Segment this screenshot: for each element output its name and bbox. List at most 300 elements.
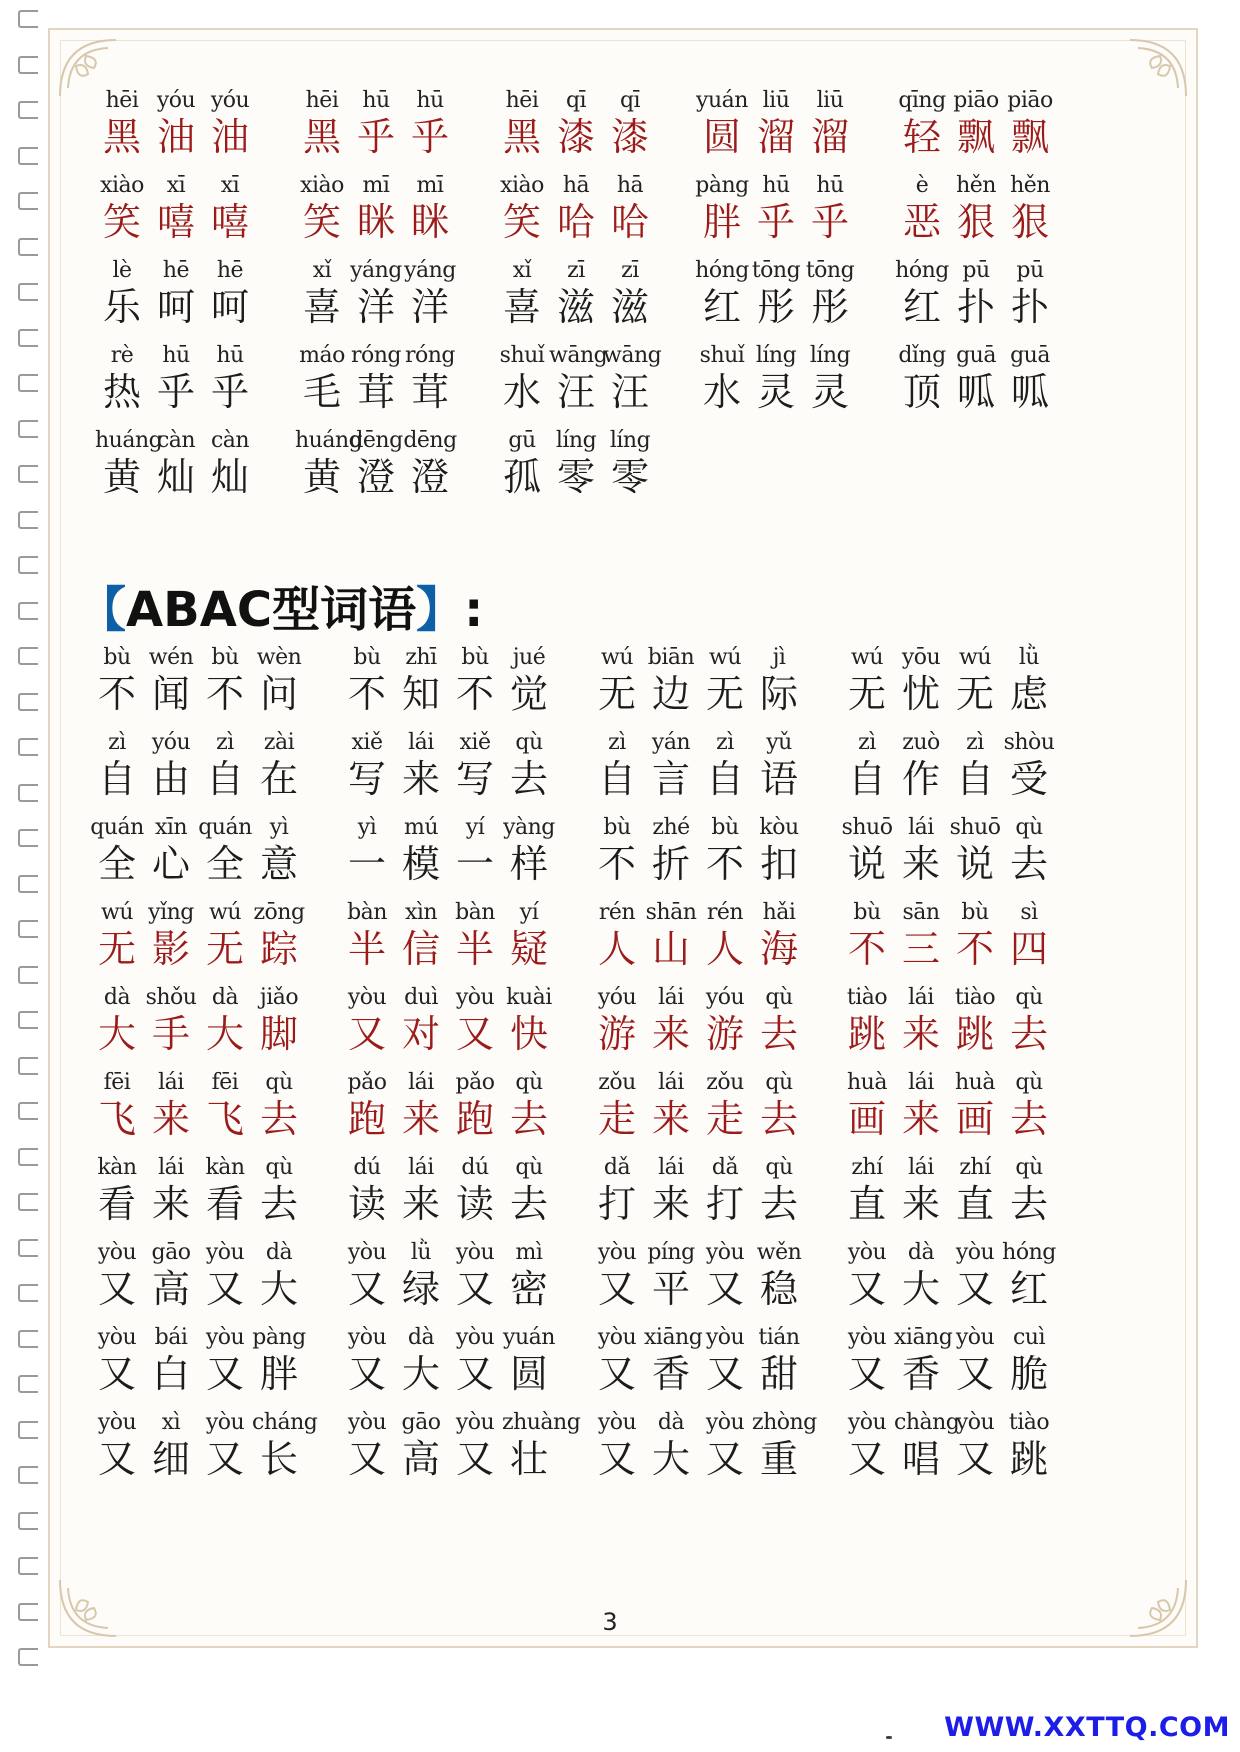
hanzi-character: 又: [705, 1267, 744, 1311]
character-cell: [752, 1070, 806, 1142]
character-cell: [1002, 645, 1056, 717]
pinyin-label: dà: [907, 1240, 935, 1265]
character-cell: [752, 1240, 806, 1312]
hanzi-character: 直: [955, 1182, 994, 1226]
character-cell: [448, 730, 502, 802]
character-cell: [198, 900, 252, 972]
hanzi-character: 游: [597, 1012, 636, 1056]
character-cell: [894, 1155, 948, 1227]
hanzi-character: 去: [509, 1097, 548, 1141]
character-cell: [894, 1070, 948, 1142]
pinyin-label: zhòng: [752, 1410, 817, 1435]
hanzi-character: 打: [705, 1182, 744, 1226]
pinyin-label: yòu: [205, 1325, 245, 1350]
hanzi-character: 灿: [210, 455, 249, 499]
word-entry: [90, 985, 340, 1057]
character-cell: [502, 645, 556, 717]
pinyin-label: yóu: [597, 985, 637, 1010]
character-cell: [1003, 258, 1057, 330]
word-entry: [590, 900, 840, 972]
word-entry: [340, 900, 590, 972]
word-entry: [895, 343, 1095, 415]
hanzi-character: 语: [759, 757, 798, 801]
hanzi-character: 乎: [356, 115, 395, 159]
pinyin-label: yàng: [503, 815, 555, 840]
hanzi-character: 不: [955, 927, 994, 971]
pinyin-label: cháng: [252, 1410, 318, 1435]
pinyin-label: tōng: [805, 258, 855, 283]
pinyin-label: yóu: [210, 88, 250, 113]
pinyin-label: kàn: [205, 1155, 245, 1180]
hanzi-character: 壮: [509, 1437, 548, 1481]
corner-ornament-icon: [1120, 1570, 1190, 1640]
pinyin-label: wāng: [603, 343, 662, 368]
hanzi-character: 自: [205, 757, 244, 801]
hanzi-character: 不: [205, 672, 244, 716]
hanzi-character: 黑: [502, 115, 541, 159]
character-cell: [448, 900, 502, 972]
word-entry: [590, 1410, 840, 1482]
word-entry: [340, 1325, 590, 1397]
character-cell: [144, 1240, 198, 1312]
character-cell: [448, 1070, 502, 1142]
pinyin-label: wú: [101, 900, 133, 925]
character-cell: [198, 1240, 252, 1312]
word-entry: [95, 173, 295, 245]
hanzi-character: 又: [705, 1437, 744, 1481]
character-cell: [403, 428, 457, 500]
pinyin-label: kòu: [759, 815, 799, 840]
hanzi-character: 孤: [502, 455, 541, 499]
character-cell: [149, 88, 203, 160]
character-cell: [894, 985, 948, 1057]
character-cell: [644, 730, 698, 802]
pinyin-label: tōng: [751, 258, 801, 283]
hanzi-character: 不: [97, 672, 136, 716]
hanzi-character: 圆: [702, 115, 741, 159]
hanzi-character: 顶: [902, 370, 941, 414]
character-cell: [448, 1410, 502, 1482]
pinyin-label: hěn: [1010, 173, 1050, 198]
pinyin-label: cuì: [1012, 1325, 1046, 1350]
title-close-bracket: 】: [416, 582, 465, 638]
character-cell: [590, 730, 644, 802]
word-entry: [590, 645, 840, 717]
character-cell: [695, 343, 749, 415]
hanzi-character: 澄: [356, 455, 395, 499]
hanzi-character: 大: [651, 1437, 690, 1481]
pinyin-label: piāo: [953, 88, 999, 113]
pinyin-label: yán: [651, 730, 691, 755]
pinyin-label: yòu: [955, 1240, 995, 1265]
pinyin-label: qīng: [898, 88, 946, 113]
hanzi-character: 去: [1009, 842, 1048, 886]
pinyin-label: róng: [404, 343, 455, 368]
hanzi-character: 又: [205, 1437, 244, 1481]
character-cell: [698, 1240, 752, 1312]
hanzi-character: 去: [259, 1182, 298, 1226]
hanzi-character: 大: [259, 1267, 298, 1311]
pinyin-label: xiào: [100, 173, 144, 198]
character-cell: [644, 815, 698, 887]
character-cell: [549, 258, 603, 330]
character-cell: [502, 1240, 556, 1312]
pinyin-label: lái: [908, 1070, 934, 1095]
hanzi-character: 高: [151, 1267, 190, 1311]
pinyin-label: dǐng: [898, 343, 946, 368]
pinyin-label: rén: [706, 900, 744, 925]
binder-ring: [18, 329, 38, 347]
character-cell: [840, 1155, 894, 1227]
hanzi-character: 言: [651, 757, 690, 801]
character-cell: [502, 1410, 581, 1482]
hanzi-character: 溜: [810, 115, 849, 159]
hanzi-character: 高: [401, 1437, 440, 1481]
word-entry: [90, 1240, 340, 1312]
pinyin-label: tián: [758, 1325, 800, 1350]
pinyin-label: kuài: [506, 985, 552, 1010]
word-entry: [340, 1155, 590, 1227]
pinyin-label: lái: [408, 730, 434, 755]
hanzi-character: 黄: [102, 455, 141, 499]
hanzi-character: 觉: [509, 672, 548, 716]
pinyin-label: yòu: [455, 1410, 495, 1435]
character-cell: [1002, 815, 1056, 887]
character-cell: [894, 730, 948, 802]
word-entry: [840, 1410, 1090, 1482]
pinyin-label: qù: [515, 1070, 543, 1095]
binder-rings: [14, 10, 44, 1700]
binder-ring: [18, 147, 38, 165]
pinyin-label: wén: [148, 645, 194, 670]
character-cell: [502, 900, 556, 972]
hanzi-character: 三: [901, 927, 940, 971]
pinyin-label: tiào: [1008, 1410, 1050, 1435]
character-cell: [394, 1325, 448, 1397]
character-cell: [198, 645, 252, 717]
character-cell: [644, 1240, 698, 1312]
word-entry: [590, 1155, 840, 1227]
pinyin-label: líng: [809, 343, 851, 368]
pinyin-label: lè: [112, 258, 132, 283]
character-cell: [1003, 173, 1057, 245]
character-cell: [749, 343, 803, 415]
pinyin-label: yòu: [455, 1325, 495, 1350]
word-entry: [90, 815, 340, 887]
pinyin-label: mú: [403, 815, 439, 840]
abac-word-grid: [90, 645, 1190, 1495]
hanzi-character: 无: [597, 672, 636, 716]
character-cell: [495, 173, 549, 245]
word-entry: [590, 815, 840, 887]
hanzi-character: 绿: [401, 1267, 440, 1311]
hanzi-character: 来: [901, 1097, 940, 1141]
character-cell: [803, 173, 857, 245]
hanzi-character: 自: [597, 757, 636, 801]
pinyin-label: hā: [616, 173, 644, 198]
hanzi-character: 跳: [847, 1012, 886, 1056]
character-cell: [803, 88, 857, 160]
pinyin-label: yí: [465, 815, 485, 840]
character-cell: [340, 985, 394, 1057]
character-cell: [1002, 1070, 1056, 1142]
hanzi-character: 山: [651, 927, 690, 971]
character-cell: [840, 1410, 894, 1482]
word-entry: [590, 1070, 840, 1142]
word-entry: [695, 258, 895, 330]
word-entry: [295, 173, 495, 245]
pinyin-label: liū: [762, 88, 790, 113]
pinyin-label: xīn: [154, 815, 188, 840]
character-cell: [840, 815, 894, 887]
hanzi-character: 跳: [955, 1012, 994, 1056]
character-cell: [894, 1325, 953, 1397]
character-cell: [749, 173, 803, 245]
pinyin-label: zì: [608, 730, 626, 755]
hanzi-character: 际: [759, 672, 798, 716]
character-cell: [198, 1325, 252, 1397]
word-row: [90, 1070, 1190, 1155]
pinyin-label: xiāng: [644, 1325, 703, 1350]
character-cell: [840, 645, 894, 717]
character-cell: [549, 343, 608, 415]
character-cell: [198, 730, 252, 802]
pinyin-label: hū: [416, 88, 444, 113]
character-cell: [948, 730, 1002, 802]
character-cell: [749, 88, 803, 160]
pinyin-label: yòu: [347, 1410, 387, 1435]
pinyin-label: qù: [265, 1070, 293, 1095]
character-cell: [502, 730, 556, 802]
hanzi-character: 来: [651, 1012, 690, 1056]
character-cell: [394, 730, 448, 802]
pinyin-label: hē: [216, 258, 244, 283]
pinyin-label: zì: [966, 730, 984, 755]
word-entry: [840, 900, 1090, 972]
pinyin-label: lái: [408, 1155, 434, 1180]
hanzi-character: 模: [401, 842, 440, 886]
character-cell: [644, 900, 698, 972]
hanzi-character: 去: [1009, 1182, 1048, 1226]
site-watermark-url: WWW.XXTTQ.COM: [944, 1712, 1230, 1743]
character-cell: [603, 173, 657, 245]
character-cell: [149, 173, 203, 245]
pinyin-label: yòu: [97, 1240, 137, 1265]
character-cell: [295, 428, 363, 500]
pinyin-label: líng: [755, 343, 797, 368]
pinyin-label: yì: [269, 815, 289, 840]
word-row: [90, 1240, 1190, 1325]
pinyin-label: zhé: [652, 815, 690, 840]
binder-ring: [18, 738, 38, 756]
character-cell: [95, 88, 149, 160]
pinyin-label: xī: [220, 173, 240, 198]
pinyin-label: lái: [408, 1070, 434, 1095]
pinyin-label: zì: [108, 730, 126, 755]
character-cell: [90, 1070, 144, 1142]
hanzi-character: 来: [151, 1097, 190, 1141]
hanzi-character: 轻: [902, 115, 941, 159]
hanzi-character: 笑: [502, 200, 541, 244]
pinyin-label: yòu: [847, 1325, 887, 1350]
hanzi-character: 扑: [1010, 285, 1049, 329]
pinyin-label: yòu: [597, 1325, 637, 1350]
hanzi-character: 滋: [610, 285, 649, 329]
hanzi-character: 汪: [610, 370, 649, 414]
hanzi-character: 又: [97, 1437, 136, 1481]
hanzi-character: 画: [955, 1097, 994, 1141]
hanzi-character: 漆: [610, 115, 649, 159]
hanzi-character: 知: [401, 672, 440, 716]
character-cell: [895, 343, 949, 415]
character-cell: [698, 815, 752, 887]
word-entry: [590, 1240, 840, 1312]
character-cell: [644, 645, 698, 717]
word-row: [90, 900, 1190, 985]
character-cell: [90, 1410, 144, 1482]
character-cell: [403, 258, 457, 330]
hanzi-character: 稳: [759, 1267, 798, 1311]
hanzi-character: 水: [702, 370, 741, 414]
hanzi-character: 乎: [410, 115, 449, 159]
pinyin-label: liū: [816, 88, 844, 113]
pinyin-label: shòu: [1003, 730, 1055, 755]
hanzi-character: 灵: [756, 370, 795, 414]
word-row: [90, 1155, 1190, 1240]
pinyin-label: zì: [858, 730, 876, 755]
hanzi-character: 香: [901, 1352, 940, 1396]
character-cell: [340, 1325, 394, 1397]
character-cell: [203, 343, 257, 415]
word-entry: [895, 258, 1095, 330]
character-cell: [394, 815, 448, 887]
hanzi-character: 呱: [956, 370, 995, 414]
word-entry: [840, 645, 1090, 717]
hanzi-character: 作: [901, 757, 940, 801]
binder-ring: [18, 465, 38, 483]
character-cell: [1002, 900, 1056, 972]
pinyin-label: fēi: [103, 1070, 131, 1095]
word-entry: [295, 428, 495, 500]
hanzi-character: 走: [705, 1097, 744, 1141]
pinyin-label: yòu: [455, 1240, 495, 1265]
hanzi-character: 唱: [901, 1437, 940, 1481]
hanzi-character: 又: [847, 1437, 886, 1481]
word-entry: [90, 645, 340, 717]
hanzi-character: 甜: [759, 1352, 798, 1396]
character-cell: [349, 173, 403, 245]
word-entry: [295, 88, 495, 160]
character-cell: [752, 1325, 806, 1397]
hanzi-character: 洋: [410, 285, 449, 329]
word-entry: [340, 985, 590, 1057]
character-cell: [252, 1325, 306, 1397]
hanzi-character: 对: [401, 1012, 440, 1056]
character-cell: [698, 1070, 752, 1142]
hanzi-character: 白: [151, 1352, 190, 1396]
pinyin-label: qù: [1015, 985, 1043, 1010]
binder-ring: [18, 829, 38, 847]
pinyin-label: yòu: [97, 1410, 137, 1435]
hanzi-character: 红: [702, 285, 741, 329]
pinyin-label: dà: [103, 985, 131, 1010]
pinyin-label: xiào: [300, 173, 344, 198]
hanzi-character: 呵: [156, 285, 195, 329]
hanzi-character: 人: [597, 927, 636, 971]
pinyin-label: dà: [265, 1240, 293, 1265]
binder-ring: [18, 1330, 38, 1348]
word-entry: [295, 258, 495, 330]
hanzi-character: 又: [97, 1267, 136, 1311]
word-entry: [340, 645, 590, 717]
pinyin-label: wèn: [256, 645, 302, 670]
word-entry: [840, 730, 1090, 802]
pinyin-label: hēi: [305, 88, 339, 113]
binder-ring: [18, 966, 38, 984]
character-cell: [394, 900, 448, 972]
hanzi-character: 胖: [702, 200, 741, 244]
hanzi-character: 来: [901, 842, 940, 886]
pinyin-label: huáng: [95, 428, 163, 453]
binder-ring: [18, 1466, 38, 1484]
hanzi-character: 大: [97, 1012, 136, 1056]
pinyin-label: zhī: [405, 645, 437, 670]
character-cell: [644, 1325, 703, 1397]
hanzi-character: 画: [847, 1097, 886, 1141]
character-cell: [198, 1155, 252, 1227]
character-cell: [948, 1325, 1002, 1397]
pinyin-label: rè: [110, 343, 134, 368]
pinyin-label: xǐ: [512, 258, 532, 283]
pinyin-label: qù: [765, 1155, 793, 1180]
pinyin-label: zī: [567, 258, 585, 283]
character-cell: [949, 173, 1003, 245]
pinyin-label: zī: [621, 258, 639, 283]
hanzi-character: 来: [651, 1182, 690, 1226]
hanzi-character: 乎: [210, 370, 249, 414]
character-cell: [252, 1240, 306, 1312]
character-cell: [948, 1240, 1002, 1312]
character-cell: [549, 428, 603, 500]
pinyin-label: yǐng: [148, 900, 194, 925]
hanzi-character: 溜: [756, 115, 795, 159]
word-entry: [695, 343, 895, 415]
character-cell: [252, 1410, 318, 1482]
hanzi-character: 红: [902, 285, 941, 329]
pinyin-label: qù: [265, 1155, 293, 1180]
character-cell: [549, 88, 603, 160]
hanzi-character: 自: [705, 757, 744, 801]
character-cell: [448, 1155, 502, 1227]
hanzi-character: 不: [347, 672, 386, 716]
character-cell: [90, 730, 144, 802]
hanzi-character: 样: [509, 842, 548, 886]
ink-speck: [886, 1736, 892, 1739]
pinyin-label: yòu: [455, 985, 495, 1010]
word-entry: [895, 88, 1095, 160]
pinyin-label: yòu: [955, 1325, 995, 1350]
pinyin-label: lái: [658, 1070, 684, 1095]
hanzi-character: 打: [597, 1182, 636, 1226]
character-cell: [349, 88, 403, 160]
hanzi-character: 来: [401, 757, 440, 801]
character-cell: [340, 815, 394, 887]
character-cell: [340, 1240, 394, 1312]
hanzi-character: 洋: [356, 285, 395, 329]
character-cell: [144, 1070, 198, 1142]
hanzi-character: 不: [455, 672, 494, 716]
hanzi-character: 跑: [455, 1097, 494, 1141]
